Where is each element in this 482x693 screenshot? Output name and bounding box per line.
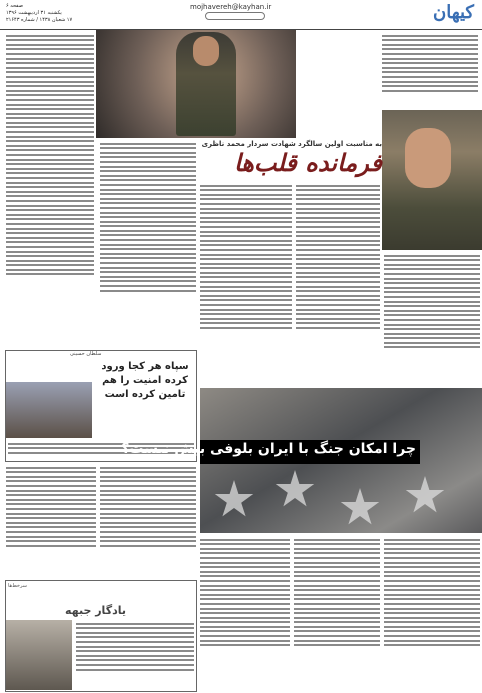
author-photo [6, 382, 92, 438]
ornament-icon [205, 12, 265, 20]
center-column-right [296, 182, 380, 382]
bottom-column-left [200, 536, 290, 690]
headline-block [200, 138, 382, 180]
bottom-column-right [384, 536, 480, 690]
issue-info [6, 3, 72, 24]
memorial-label: سرخط‌ها [8, 583, 27, 589]
right-column-mid [384, 252, 480, 384]
feature-headline: چرا امکان جنگ با ایران بلوفی بیش نیست؟ [121, 441, 416, 457]
left-lower-column-a [100, 464, 196, 576]
portrait-face [405, 128, 451, 188]
memorial-headline: یادگار جبهه [65, 604, 126, 617]
opinion-headline: سپاه هر کجا ورود کرده امنیت را هم تامین کرده است [101, 361, 189, 400]
left-column-top [6, 32, 94, 344]
lead-column [382, 32, 478, 108]
opinion-author: سلطان حسینی [70, 351, 102, 357]
soldier-face [193, 36, 219, 66]
issue-number: ۱۷ شعبان ۱۴۳۸ / شماره ۲۱۶۴۳ [6, 17, 73, 23]
mid-left-column [100, 140, 196, 346]
left-lower-column-b [6, 464, 96, 576]
page-number: صفحه ۶ [6, 3, 23, 9]
memorial-photo [6, 620, 72, 690]
masthead [0, 0, 482, 30]
issue-date: یکشنبه ۳۱ اردیبهشت ۱۳۹۶ [6, 10, 62, 16]
center-column-left [200, 182, 292, 382]
memorial-text [76, 620, 194, 690]
main-title: فرمانده قلب‌ها [233, 148, 382, 177]
site-address: mojhavereh@kayhan.ir [190, 3, 272, 11]
bottom-column-mid [294, 536, 380, 690]
newspaper-logo: کیهان [432, 2, 474, 23]
headline-kicker: به مناسبت اولین سالگرد شهادت سردار محمد ناظری [201, 140, 382, 148]
